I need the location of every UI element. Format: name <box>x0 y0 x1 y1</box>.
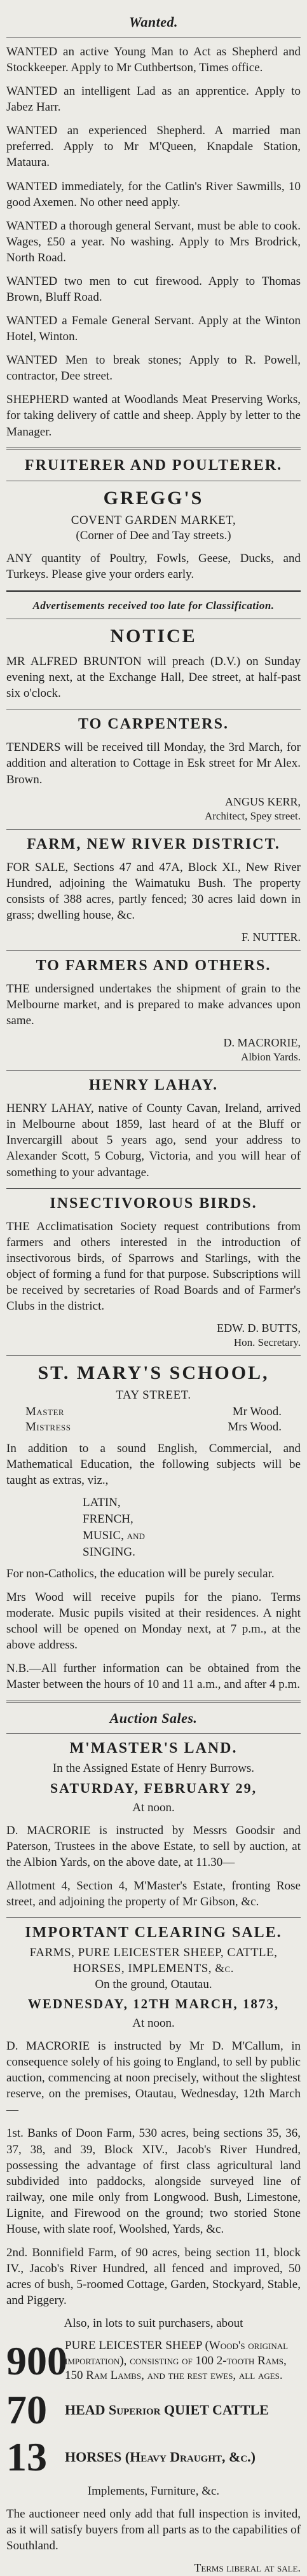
land-allotment: Allotment 4, Section 4, M'Master's Estate, fronting Rose street, and adjoining the property of Mr Gibson, &c. <box>6 1879 301 1909</box>
master-label: Master <box>25 1404 65 1418</box>
land-date: SATURDAY, FEBRUARY 29, <box>50 1780 257 1797</box>
school-para1: For non-Catholics, the education will be purely secular. <box>6 1566 275 1580</box>
birds-heading: INSECTIVOROUS BIRDS. <box>50 1195 257 1212</box>
carpenters-signer: ANGUS KERR, <box>224 795 301 808</box>
important-closing: The auctioneer need only add that full inspection is invited, as it will satisfy buyers from all parts as to the capabilities of Southland. <box>6 2507 301 2553</box>
school-para2: Mrs Wood will receive pupils for the piano. Terms moderate. Music pupils visited at their residences. A night school will be opened on Monday next, at 7 p.m., at the above address. <box>6 1591 301 1652</box>
lahay-heading: HENRY LAHAY. <box>88 1077 219 1094</box>
divider <box>6 448 301 449</box>
school-street: TAY STREET. <box>116 1388 191 1402</box>
important-also: Also, in lots to suit purchasers, about <box>64 2317 243 2331</box>
wanted-ad: WANTED an experienced Shepherd. A married man preferred. Apply to Mr M'Queen, Knapdale Station, Mataura. <box>6 124 301 170</box>
carpenters-heading: TO CARPENTERS. <box>78 716 229 733</box>
greggs-body: ANY quantity of Poultry, Fowls, Geese, Ducks, and Turkeys. Please give your orders early. <box>6 552 301 582</box>
important-heading: IMPORTANT CLEARING SALE. <box>25 1924 282 1942</box>
school-subject: LATIN, <box>83 1495 121 1509</box>
divider <box>6 1701 301 1702</box>
lot-line <box>6 2387 301 2433</box>
farmers-title: Albion Yards. <box>241 1051 301 1064</box>
mistress-label: Mistress <box>25 1420 71 1434</box>
school-subject: MUSIC, and <box>83 1528 145 1542</box>
farm-body: FOR SALE, Sections 47 and 47A, Block XI., New River Hundred, adjoining the Waimatuku Bush. The property consists of 388 acres, partly fenced; 30 acres laid down in grass; dwelling house, &c. <box>6 860 301 922</box>
land-heading: M'MASTER'S LAND. <box>69 1739 238 1757</box>
school-subject: SINGING. <box>83 1545 135 1559</box>
divider <box>6 1355 301 1356</box>
important-lot1: 1st. Banks of Doon Farm, 530 acres, being sections 35, 36, 37, 38, and 39, Block XIV., Jacob's River Hundred, possessing the advantage of first class agricultural land subdivided into paddocks, alongside surveyed line of railway, one mile only from Longwood. Bush, Limestone, Lignite, and Firewood on the ground; two storied Stone House, with slate roof, Woolshed, Yards, &c. <box>6 2127 301 2236</box>
important-date: WEDNESDAY, 12TH MARCH, 1873, <box>27 1996 280 2012</box>
wanted-ad: WANTED immediately, for the Catlin's River Sawmills, 10 good Axemen. No other need apply. <box>6 179 301 209</box>
school-heading: ST. MARY'S SCHOOL, <box>38 1362 269 1384</box>
wanted-ad: SHEPHERD wanted at Woodlands Meat Preserving Works, for taking delivery of cattle and sheep. Apply by letter to the Manager. <box>6 393 301 439</box>
important-time: At noon. <box>132 2017 175 2031</box>
wanted-heading: Wanted. <box>128 14 179 30</box>
divider <box>6 1070 301 1071</box>
birds-signer: EDW. D. BUTTS, <box>217 1322 301 1335</box>
land-estate: In the Assigned Estate of Henry Burrows. <box>52 1761 255 1775</box>
important-body: D. MACRORIE is instructed by Mr D. M'Callum, in consequence solely of his going to England, to sell by public auction, commencing at noon precisely, without the slightest reserve, on the premises, Otautau, Wednesday, 12th March— <box>6 2039 301 2117</box>
divider <box>6 1917 301 1918</box>
master-name: Mr Wood. <box>232 1404 282 1418</box>
wanted-ad: WANTED an active Young Man to Act as Shepherd and Stockkeeper. Apply to Mr Cuthbertson, Times office. <box>6 45 301 75</box>
carpenters-title: Architect, Spey street. <box>204 809 301 822</box>
lahay-body: HENRY LAHAY, native of County Cavan, Ireland, arrived in Melbourne about 1859, last heard of at the Bluff or Invercargill about 5 years ago, send your address to Alexander Scott, 5 Coburg, Victoria, and you will hear of something to your advantage. <box>6 1102 301 1179</box>
carpenters-body: TENDERS will be received till Monday, the 3rd March, for addition and alteration to Cottage in Esk street for Mr Alex. Brown. <box>6 741 301 786</box>
greggs-location: (Corner of Dee and Tay streets.) <box>76 529 231 543</box>
farmers-heading: TO FARMERS AND OTHERS. <box>36 957 271 974</box>
school-para3: N.B.—All further information can be obtained from the Master between the hours of 10 and 11 a.m., and after 4 p.m. <box>6 1662 301 1692</box>
school-master-row <box>6 1405 301 1419</box>
important-lot2: 2nd. Bonnifield Farm, of 90 acres, being section 11, block IV., Jacob's River Hundred, all fenced and improved, 50 acres of bush, 5-roomed Cottage, Garden, Stockyard, Stable, and Piggery. <box>6 2245 301 2308</box>
birds-body: THE Acclimatisation Society request contributions from farmers and others interested in the introduction of insectivorous birds, of Sparrows and Starlings, with the object of forming a fund for that purpose. Subscriptions will be received by secretaries of Road Boards and of Farmer's Clubs in the district. <box>6 1219 301 1313</box>
divider <box>6 950 301 951</box>
important-terms: Terms liberal at sale. <box>194 2561 301 2575</box>
notice-heading: NOTICE <box>110 626 197 647</box>
auction-heading: Auction Sales. <box>109 1709 198 1726</box>
wanted-ad: WANTED Men to break stones; Apply to R. Powell, contractor, Dee street. <box>6 353 301 383</box>
mistress-name: Mrs Wood. <box>228 1420 282 1434</box>
greggs-market: COVENT GARDEN MARKET, <box>71 513 236 527</box>
divider <box>6 1188 301 1189</box>
farm-signer: F. NUTTER. <box>241 930 301 943</box>
lot-number: 70 <box>6 2387 47 2433</box>
school-intro: In addition to a sound English, Commercial, and Mathematical Education, the following subjects will be taught as extras, viz., <box>6 1441 301 1487</box>
important-implements: Implements, Furniture, &c. <box>87 2484 220 2498</box>
school-subject: FRENCH, <box>83 1512 133 1526</box>
wanted-ad: WANTED two men to cut firewood. Apply to Thomas Brown, Bluff Road. <box>6 274 301 305</box>
divider <box>6 37 301 38</box>
wanted-ad: WANTED a Female General Servant. Apply at the Winton Hotel, Winton. <box>6 314 301 344</box>
farm-heading: FARM, NEW RIVER DISTRICT. <box>27 835 280 853</box>
late-note: Advertisements received too late for Classification. <box>32 599 275 612</box>
wanted-list <box>6 44 301 440</box>
lot-number: 900 <box>6 2338 67 2383</box>
wanted-ad: WANTED an intelligent Lad as an apprentice. Apply to Jabez Harr. <box>6 85 301 114</box>
lot-text: HORSES (Heavy Draught, &c.) <box>65 2449 256 2465</box>
birds-title: Hon. Secretary. <box>233 1336 301 1349</box>
land-time: At noon. <box>132 1801 175 1815</box>
lot-number: 13 <box>6 2434 47 2480</box>
farmers-signer: D. MACRORIE, <box>223 1036 301 1050</box>
lot-text: HEAD Superior QUIET CATTLE <box>65 2402 269 2418</box>
wanted-ad: WANTED a thorough general Servant, must be able to cook. Wages, £50 a year. No washing. Apply to Mrs Brodrick, North Road. <box>6 219 301 264</box>
greggs-name: GREGG'S <box>103 487 204 509</box>
divider <box>6 590 301 592</box>
notice-body: MR ALFRED BRUNTON will preach (D.V.) on Sunday evening next, at the Exchange Hall, Dee street, at half-past six o'clock. <box>6 655 301 701</box>
school-mistress-row <box>6 1420 301 1434</box>
lot-text: PURE LEICESTER SHEEP (Wood's original importation), consisting of 100 2-tooth Rams, 150 Ram Lambs, and the rest ewes, all ages. <box>65 2338 289 2383</box>
farmers-body: THE undersigned undertakes the shipment of grain to the Melbourne market, and is prepared to make advances upon same. <box>6 982 301 1028</box>
lot-line <box>6 2338 301 2383</box>
land-body: D. MACRORIE is instructed by Messrs Goodsir and Paterson, Trustees in the above Estate, to sell by auction, at the Albion Yards, on the above date, at 11.30— <box>6 1823 301 1870</box>
divider <box>6 829 301 830</box>
divider <box>6 1733 301 1734</box>
important-location: On the ground, Otautau. <box>95 1977 212 1991</box>
lot-line <box>6 2434 301 2480</box>
important-subheading: FARMS, PURE LEICESTER SHEEP, CATTLE, HORSES, IMPLEMENTS, &c. <box>29 1946 278 1975</box>
fruiterer-heading: FRUITERER AND POULTERER. <box>24 456 283 474</box>
